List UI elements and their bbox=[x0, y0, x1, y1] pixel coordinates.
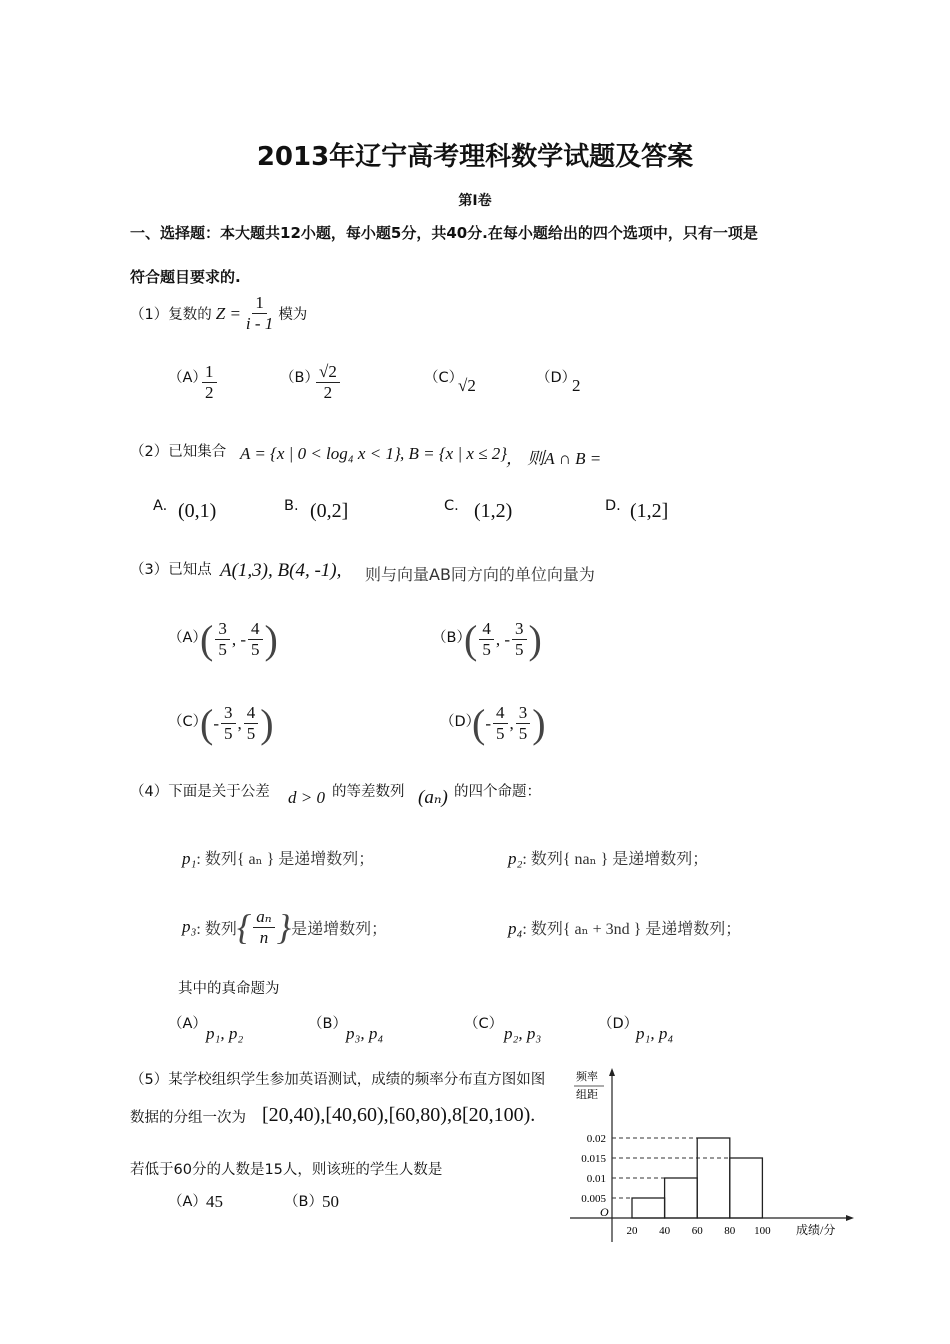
y-tick-label: 0.01 bbox=[586, 1173, 606, 1185]
y-axis-arrow bbox=[609, 1068, 615, 1076]
q3-option-a-value bbox=[200, 616, 278, 663]
q4-p1 bbox=[182, 846, 374, 869]
y-tick-label: 0.005 bbox=[581, 1193, 606, 1205]
paper-title: 2013年辽宁高考理科数学试题及答案 bbox=[256, 142, 694, 172]
q4-p3-rbrace: } bbox=[276, 907, 292, 947]
q4-option-c-label: （C） bbox=[464, 1016, 504, 1032]
histogram-bar bbox=[730, 1158, 763, 1218]
q3-d-comma: , bbox=[509, 713, 514, 733]
histogram-bar bbox=[665, 1178, 698, 1218]
question-5-line-2-prefix: 数据的分组一次为 bbox=[130, 1110, 246, 1126]
q4-p4 bbox=[508, 916, 741, 939]
q3-b-n2: 3 bbox=[512, 619, 527, 640]
question-2 bbox=[130, 440, 226, 461]
q4-option-b-label: （B） bbox=[308, 1016, 347, 1032]
q3-b-d1: 5 bbox=[482, 640, 491, 659]
q2-number: （2） bbox=[130, 444, 169, 460]
q1-frac-den: i - 1 bbox=[245, 314, 274, 333]
q3-d-frac2 bbox=[516, 703, 531, 744]
q3-d-d2: 5 bbox=[518, 724, 528, 743]
question-1 bbox=[130, 293, 307, 334]
q3-option-d-label: （D） bbox=[440, 714, 481, 730]
q3-a-sign2: - bbox=[240, 629, 246, 649]
origin-label: O bbox=[600, 1205, 609, 1219]
q3-b-d2: 5 bbox=[515, 640, 524, 659]
section-heading: 第I卷 bbox=[458, 193, 492, 209]
x-tick-label: 100 bbox=[754, 1225, 771, 1237]
q3-tail: 则与向量AB同方向的单位向量为 bbox=[365, 565, 595, 584]
q4-option-a-value: p₁, p₂ bbox=[206, 1024, 244, 1043]
q1-frac-num: 1 bbox=[252, 293, 267, 314]
q4-option-c-value: p₂, p₃ bbox=[504, 1024, 542, 1043]
q2-tail: ， 则A ∩ B = bbox=[506, 449, 602, 468]
q1-lhs: Z = bbox=[215, 303, 241, 323]
y-axis-label-top: 频率 bbox=[576, 1071, 598, 1083]
q2-option-b-label: B. bbox=[284, 498, 299, 514]
q3-d-rparen: ) bbox=[532, 701, 546, 746]
q3-a-n2: 4 bbox=[248, 619, 263, 640]
q3-d-n1: 4 bbox=[493, 703, 508, 724]
q4-p3-frac bbox=[253, 907, 274, 948]
q3-b-frac1 bbox=[479, 619, 494, 660]
q4-p4-text: : 数列{ aₙ + 3nd } 是递增数列； bbox=[522, 921, 742, 938]
q3-a-frac1 bbox=[215, 619, 230, 660]
q3-a-frac2 bbox=[248, 619, 263, 660]
q3-c-n2: 4 bbox=[244, 703, 259, 724]
q3-c-sign1: - bbox=[213, 713, 219, 733]
q4-tail: 的四个命题： bbox=[454, 784, 541, 800]
q2-option-c-value: (1,2) bbox=[474, 500, 513, 522]
q4-option-d-value: p₁, p₄ bbox=[636, 1024, 674, 1043]
q1-option-d-label: （D） bbox=[536, 370, 577, 386]
q4-option-d-label: （D） bbox=[598, 1016, 639, 1032]
q3-c-lparen: ( bbox=[200, 701, 214, 746]
q3-c-n1: 3 bbox=[221, 703, 236, 724]
question-5-line-3: 若低于60分的人数是15人，则该班的学生人数是 bbox=[130, 1162, 443, 1178]
q3-c-frac2 bbox=[244, 703, 259, 744]
q4-prefix: 下面是关于公差 bbox=[168, 784, 270, 800]
q5-option-b-label: （B） bbox=[284, 1194, 323, 1210]
q4-p4-name: p₄ bbox=[508, 919, 523, 938]
q3-option-b-value bbox=[464, 616, 542, 663]
q2-option-b-value: (0,2] bbox=[310, 500, 349, 522]
q3-c-frac1 bbox=[221, 703, 236, 744]
q4-mid: 的等差数列 bbox=[332, 784, 405, 800]
q3-option-c-label: （C） bbox=[168, 714, 208, 730]
q2-option-c-label: C. bbox=[444, 498, 459, 514]
q3-option-b-label: （B） bbox=[432, 630, 471, 646]
q1-option-b-label: （B） bbox=[280, 370, 319, 386]
x-tick-label: 40 bbox=[659, 1225, 671, 1237]
question-3 bbox=[130, 558, 212, 579]
q1-suffix: 模为 bbox=[278, 307, 308, 323]
q3-b-comma: , bbox=[495, 629, 505, 649]
q3-d-frac1 bbox=[493, 703, 508, 744]
q3-option-a-label: （A） bbox=[168, 630, 207, 646]
q1-a-num: 1 bbox=[202, 362, 217, 383]
q4-p3-post: 是递增数列； bbox=[291, 920, 388, 938]
q4-p3-pre: : 数列 bbox=[196, 920, 237, 938]
q1-option-a-value bbox=[202, 362, 217, 403]
q3-option-c-value bbox=[200, 700, 274, 747]
q3-b-frac2 bbox=[512, 619, 527, 660]
q3-points: A(1,3), B(4, -1), bbox=[220, 560, 342, 581]
question-5-line-1: （5）某学校组织学生参加英语测试，成绩的频率分布直方图如图 bbox=[130, 1072, 546, 1088]
x-axis-arrow bbox=[846, 1215, 854, 1221]
q1-b-den: 2 bbox=[323, 383, 333, 402]
q3-c-d2: 5 bbox=[246, 724, 256, 743]
q4-p2-text: : 数列{ naₙ } 是递增数列； bbox=[522, 851, 709, 868]
q4-p1-text: : 数列{ aₙ } 是递增数列； bbox=[196, 851, 375, 868]
q3-b-rparen: ) bbox=[528, 617, 542, 662]
q2-set-a: A = {x | 0 < log₄ x < 1} bbox=[240, 444, 401, 463]
q1-option-c-label: （C） bbox=[424, 370, 464, 386]
q3-b-sign2: - bbox=[504, 629, 510, 649]
q4-option-a-label: （A） bbox=[168, 1016, 207, 1032]
q3-d-sign1: - bbox=[485, 713, 491, 733]
histogram-bar bbox=[632, 1198, 665, 1218]
x-tick-label: 20 bbox=[626, 1225, 638, 1237]
q3-a-comma: , bbox=[231, 629, 241, 649]
q5-option-a-value: 45 bbox=[206, 1192, 223, 1211]
question-4 bbox=[130, 780, 270, 801]
q1-option-d-value: 2 bbox=[572, 376, 581, 395]
frequency-histogram bbox=[560, 1066, 860, 1246]
q5-option-a-label: （A） bbox=[168, 1194, 207, 1210]
q3-a-d2: 5 bbox=[251, 640, 260, 659]
x-tick-label: 80 bbox=[724, 1225, 736, 1237]
q4-p3-name: p₃ bbox=[182, 917, 197, 936]
q2-option-a-value: (0,1) bbox=[178, 500, 217, 522]
q4-condition: d > 0 bbox=[288, 788, 325, 807]
q1-number: （1） bbox=[130, 307, 169, 323]
q5-option-b-value: 50 bbox=[322, 1192, 339, 1211]
q3-option-d-value bbox=[472, 700, 546, 747]
intro-line-1: 一、选择题：本大题共12小题，每小题5分，共40分.在每小题给出的四个选项中，只有一项是 bbox=[130, 224, 758, 242]
x-axis-label: 成绩/分 bbox=[796, 1223, 836, 1237]
q2-prefix: 已知集合 bbox=[168, 444, 227, 460]
q4-ask: 其中的真命题为 bbox=[178, 981, 280, 997]
q1-fraction bbox=[243, 293, 276, 334]
q4-p3-den: n bbox=[259, 927, 269, 947]
q2-option-d-label: D. bbox=[605, 498, 621, 514]
histogram-bar bbox=[697, 1138, 730, 1218]
y-tick-label: 0.02 bbox=[586, 1133, 606, 1145]
q3-c-d1: 5 bbox=[224, 724, 233, 743]
q5-groups: [20,40),[40,60),[60,80),8[20,100). bbox=[262, 1104, 536, 1126]
q4-p2 bbox=[508, 846, 708, 869]
y-tick-label: 0.015 bbox=[581, 1153, 606, 1165]
q3-c-rparen: ) bbox=[260, 701, 274, 746]
q2-set-b: , B = {x | x ≤ 2} bbox=[400, 444, 508, 463]
q2-option-d-value: (1,2] bbox=[630, 500, 669, 522]
q4-sequence: (aₙ) bbox=[418, 787, 448, 808]
q1-option-b-value bbox=[316, 362, 340, 403]
q3-d-lparen: ( bbox=[472, 701, 486, 746]
q3-prefix: 已知点 bbox=[168, 562, 212, 578]
intro-line-2: 符合题目要求的. bbox=[130, 268, 241, 286]
q1-b-num: √2 bbox=[316, 362, 340, 383]
q1-prefix: 复数的 bbox=[168, 307, 212, 323]
q4-p3-lbrace: { bbox=[236, 907, 252, 947]
q3-a-lparen: ( bbox=[200, 617, 214, 662]
q3-b-lparen: ( bbox=[464, 617, 478, 662]
q1-option-c-value: √2 bbox=[458, 376, 476, 395]
q1-a-den: 2 bbox=[205, 383, 214, 402]
q3-a-d1: 5 bbox=[218, 640, 227, 659]
q4-p3-num: aₙ bbox=[253, 907, 274, 928]
q3-a-rparen: ) bbox=[264, 617, 278, 662]
q3-d-d1: 5 bbox=[496, 724, 505, 743]
y-axis-label-bottom: 组距 bbox=[576, 1089, 598, 1101]
q3-b-n1: 4 bbox=[479, 619, 494, 640]
q3-number: （3） bbox=[130, 562, 169, 578]
q2-option-a-label: A. bbox=[153, 498, 168, 514]
q3-c-comma: , bbox=[237, 713, 242, 733]
q1-option-a-label: （A） bbox=[168, 370, 207, 386]
q4-p2-name: p₂ bbox=[508, 849, 523, 868]
q4-p3 bbox=[182, 906, 387, 948]
q3-a-n1: 3 bbox=[215, 619, 230, 640]
q4-option-b-value: p₃, p₄ bbox=[346, 1024, 384, 1043]
q4-number: （4） bbox=[130, 784, 169, 800]
q4-p1-name: p₁ bbox=[182, 849, 197, 868]
q3-d-n2: 3 bbox=[516, 703, 531, 724]
x-tick-label: 60 bbox=[691, 1225, 703, 1237]
